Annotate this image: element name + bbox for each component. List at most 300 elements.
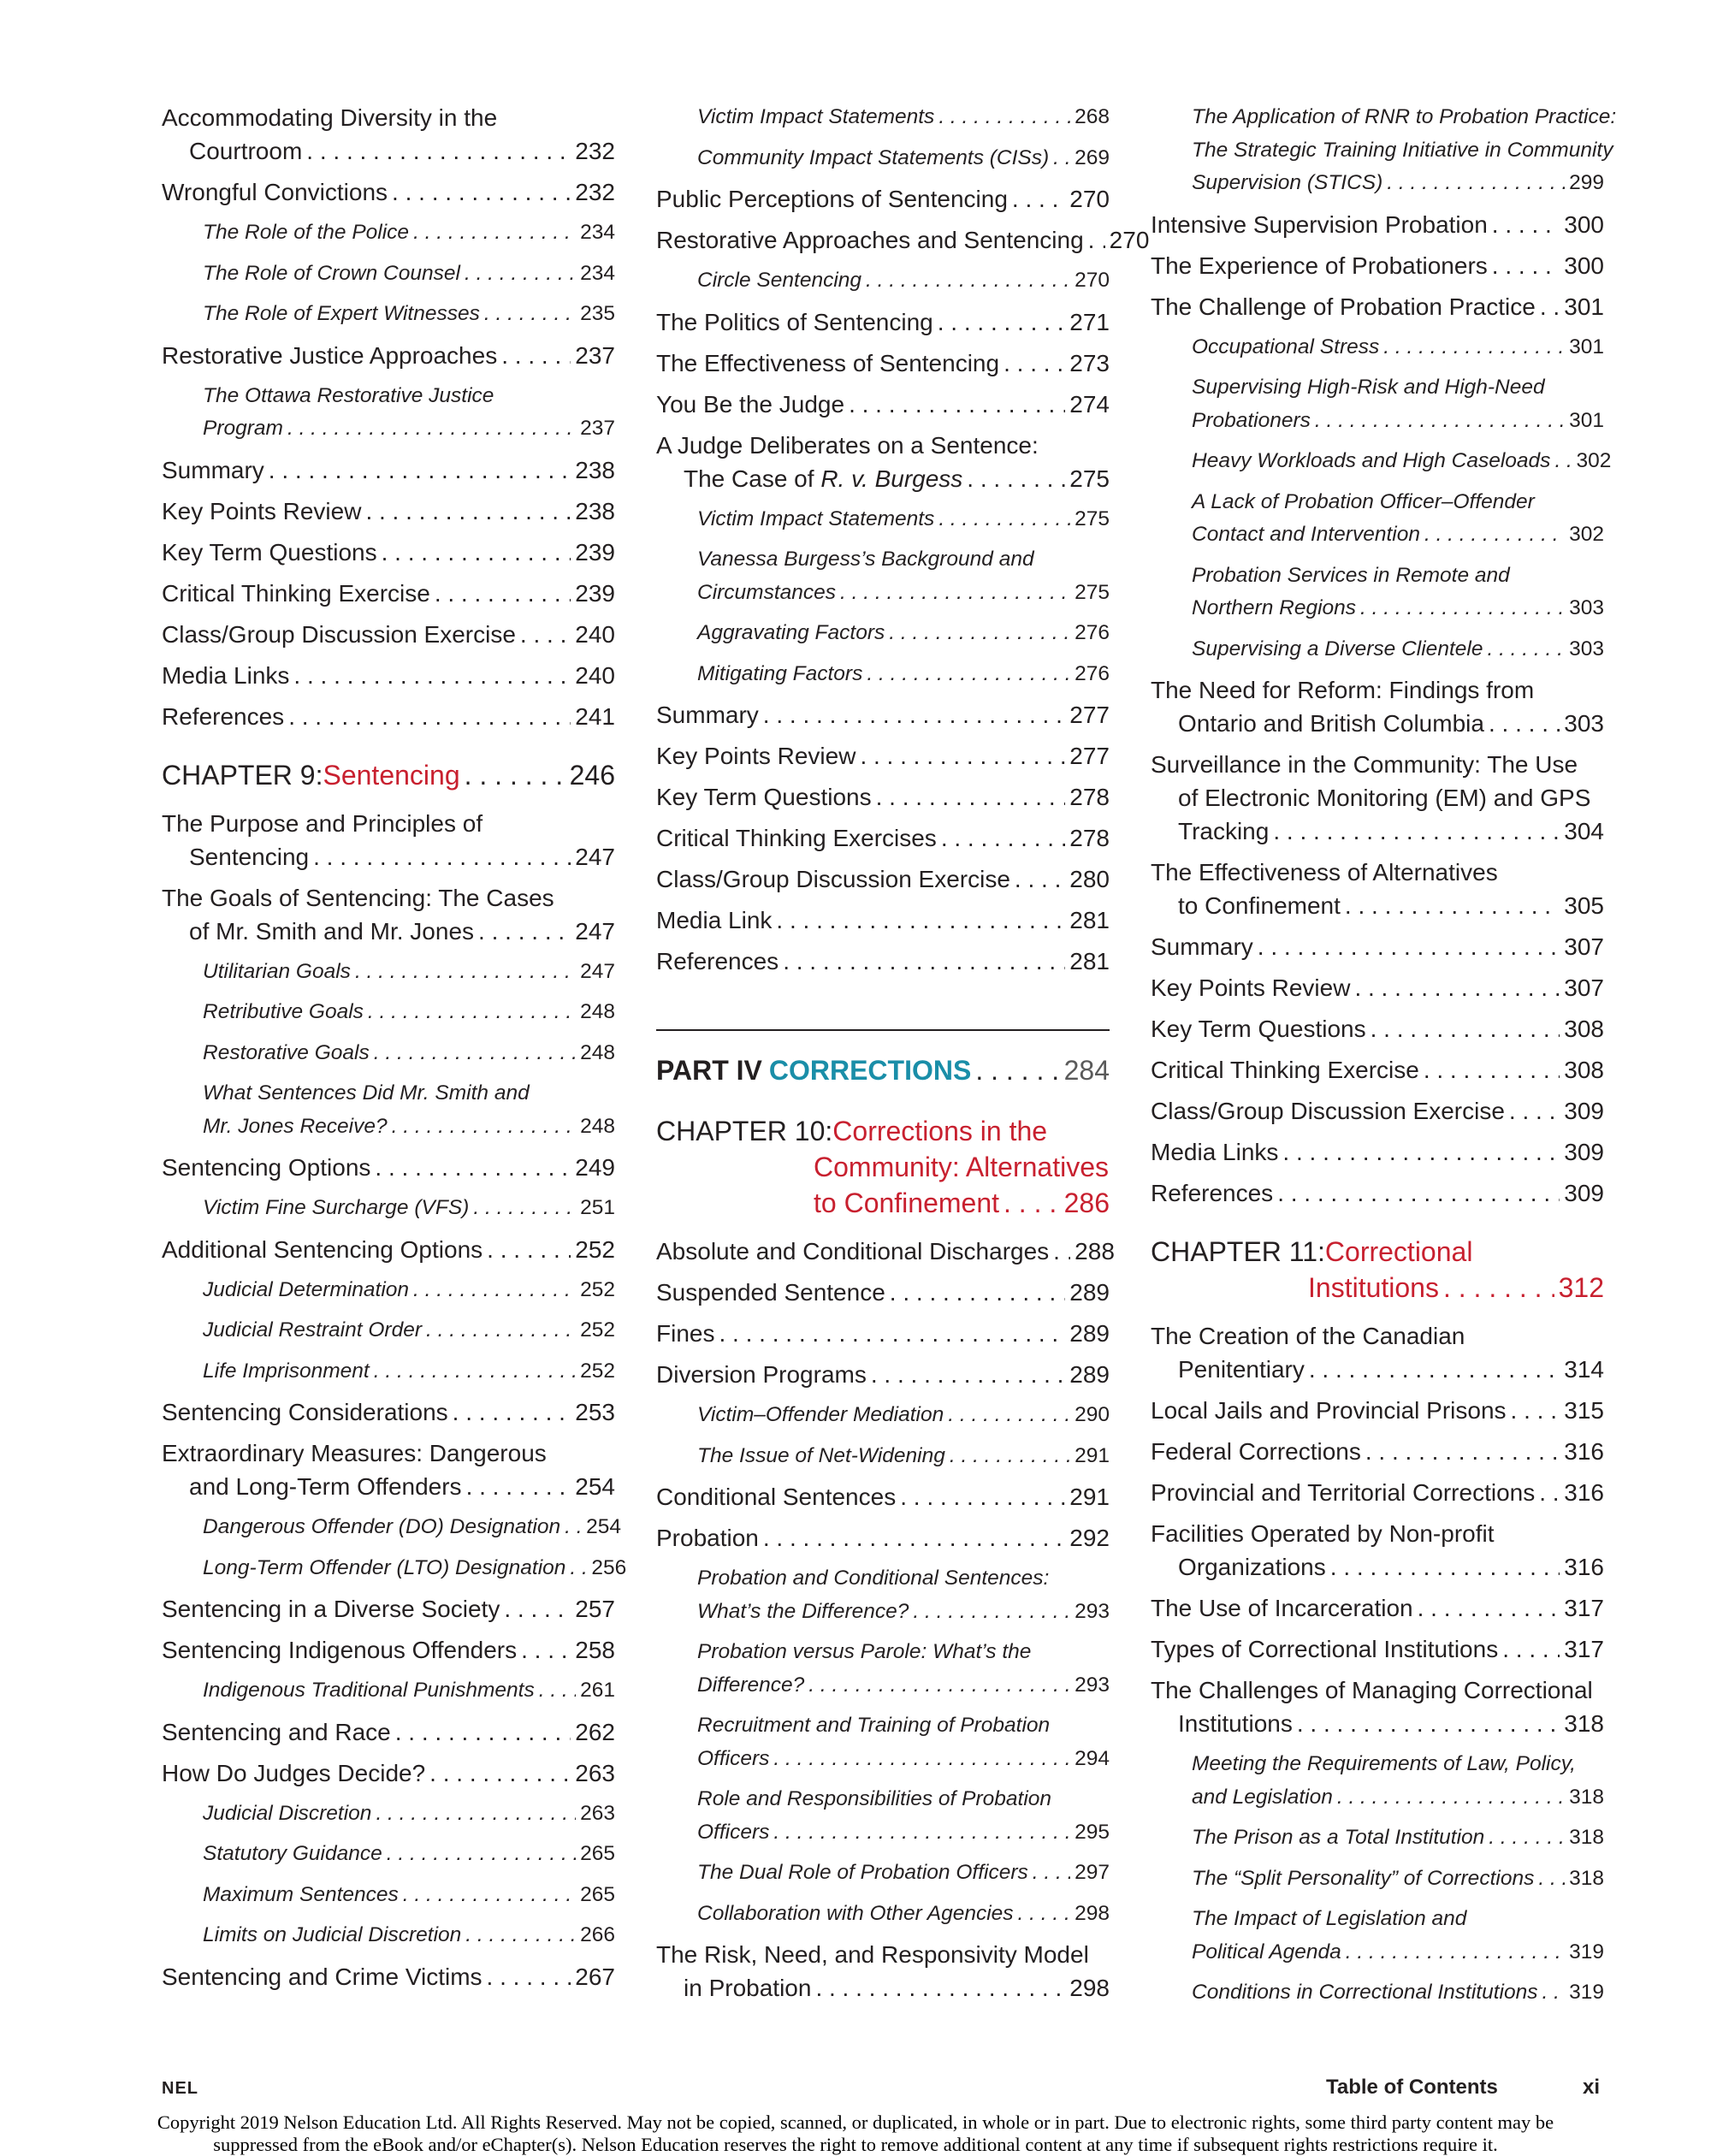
entry-line bbox=[162, 840, 615, 874]
toc-subentry bbox=[1151, 1903, 1604, 1969]
page-number: 258 bbox=[575, 1637, 615, 1663]
toc-entry bbox=[1151, 1435, 1604, 1468]
page-number: 288 bbox=[1075, 1238, 1115, 1265]
chapter-heading bbox=[656, 1113, 1110, 1221]
entry-title: Difference? bbox=[697, 1673, 805, 1697]
page-number: 295 bbox=[1075, 1820, 1110, 1844]
toc-subentry bbox=[1151, 101, 1617, 200]
page-number: 303 bbox=[1569, 596, 1604, 619]
entry-line bbox=[656, 780, 1110, 814]
entry-line bbox=[1151, 1176, 1604, 1210]
page-number: 293 bbox=[1075, 1673, 1110, 1697]
toc-subentry bbox=[656, 1857, 1110, 1890]
toc-subentry bbox=[656, 1562, 1110, 1628]
page-number: 247 bbox=[575, 843, 615, 870]
entry-title: Tracking bbox=[1178, 818, 1270, 844]
leader-dots bbox=[484, 298, 576, 331]
toc-subentry bbox=[162, 1838, 615, 1871]
entry-line bbox=[1151, 889, 1604, 922]
entry-line bbox=[162, 1233, 615, 1266]
toc-subentry bbox=[162, 298, 615, 331]
page-number: 254 bbox=[586, 1515, 621, 1538]
entry-line bbox=[1151, 1135, 1604, 1169]
entry-line bbox=[1151, 1632, 1604, 1666]
page-number: 289 bbox=[1069, 1361, 1110, 1388]
entry-line bbox=[1151, 1517, 1604, 1550]
entry-line bbox=[656, 1938, 1110, 1971]
toc-entry bbox=[1151, 1394, 1604, 1427]
entry-title: Probationers bbox=[1192, 408, 1311, 432]
leader-dots bbox=[867, 658, 1070, 691]
entry-line bbox=[1192, 592, 1604, 625]
chapter-label: CHAPTER 9: bbox=[162, 759, 323, 791]
page-number: 237 bbox=[575, 341, 615, 369]
page-number: 269 bbox=[1075, 145, 1110, 169]
leader-dots bbox=[1297, 1707, 1560, 1740]
leader-dots bbox=[465, 258, 576, 291]
page-number: 240 bbox=[575, 620, 615, 648]
entry-title: Wrongful Convictions bbox=[162, 179, 388, 205]
toc-subentry bbox=[1151, 445, 1612, 478]
page-number: 268 bbox=[1075, 105, 1110, 128]
toc-subentry bbox=[656, 1898, 1110, 1931]
page-number: 303 bbox=[1564, 710, 1604, 737]
toc-entry bbox=[656, 182, 1110, 216]
entry-title: Program bbox=[203, 417, 283, 440]
entry-title: of Electronic Monitoring (EM) and GPS bbox=[1178, 785, 1591, 811]
toc-entry bbox=[162, 1395, 615, 1429]
leader-dots bbox=[435, 577, 571, 610]
entry-line bbox=[697, 1562, 1110, 1596]
entry-line bbox=[656, 862, 1110, 896]
leader-dots bbox=[453, 1395, 571, 1429]
toc-subentry bbox=[162, 1355, 615, 1389]
page-number: 308 bbox=[1564, 1057, 1604, 1083]
entry-title: Aggravating Factors bbox=[697, 621, 885, 644]
entry-line bbox=[1151, 673, 1604, 707]
leader-dots bbox=[938, 101, 1070, 134]
entry-line bbox=[162, 1470, 615, 1503]
leader-dots bbox=[287, 412, 576, 446]
entry-line bbox=[1192, 405, 1604, 438]
page-number: 257 bbox=[575, 1596, 615, 1622]
toc-entry bbox=[162, 536, 615, 569]
entry-line bbox=[1151, 1435, 1604, 1468]
page-number: 302 bbox=[1576, 449, 1612, 472]
entry-title: Extraordinary Measures: Dangerous bbox=[162, 1440, 547, 1466]
toc-entry bbox=[1151, 1517, 1604, 1584]
entry-line bbox=[203, 996, 615, 1029]
page-number: 318 bbox=[1569, 1866, 1604, 1890]
leader-dots bbox=[501, 339, 571, 372]
entry-title: Retributive Goals bbox=[203, 1000, 364, 1023]
leader-dots bbox=[1053, 1235, 1070, 1268]
toc-entry bbox=[656, 780, 1110, 814]
toc-column-1 bbox=[162, 101, 627, 2001]
entry-line bbox=[656, 182, 1110, 216]
chapter-title: Institutions bbox=[1308, 1272, 1439, 1303]
leader-dots bbox=[382, 536, 571, 569]
entry-line bbox=[203, 1274, 615, 1307]
page-number: 273 bbox=[1069, 349, 1110, 376]
entry-line bbox=[697, 543, 1110, 577]
page-number: 262 bbox=[575, 1718, 615, 1745]
leader-dots bbox=[1387, 167, 1565, 200]
entry-title: Sentencing and Crime Victims bbox=[162, 1963, 483, 1990]
chapter-label: CHAPTER 10: bbox=[656, 1116, 833, 1146]
leader-dots bbox=[1509, 1094, 1560, 1128]
entry-title: Sentencing in a Diverse Society bbox=[162, 1596, 500, 1622]
toc-subentry bbox=[1151, 1863, 1604, 1896]
toc-subentry bbox=[162, 1511, 621, 1544]
entry-title: Critical Thinking Exercises bbox=[656, 825, 937, 851]
entry-line bbox=[162, 1592, 615, 1626]
entry-line bbox=[1151, 1673, 1604, 1707]
toc-entry bbox=[656, 346, 1110, 380]
entry-line bbox=[1192, 101, 1617, 134]
chapter-title: Community: Alternatives bbox=[814, 1152, 1110, 1182]
entry-title: Vanessa Burgess’s Background and bbox=[697, 548, 1034, 571]
toc-entry bbox=[162, 1715, 615, 1749]
entry-line bbox=[203, 1919, 615, 1952]
entry-line bbox=[1151, 208, 1604, 241]
page-number: 318 bbox=[1564, 1710, 1604, 1737]
entry-title: Surveillance in the Community: The Use bbox=[1151, 751, 1578, 778]
entry-title: in Probation bbox=[684, 1975, 812, 2001]
toc-subentry bbox=[1151, 1748, 1604, 1814]
leader-dots bbox=[876, 780, 1066, 814]
leader-dots bbox=[1004, 346, 1065, 380]
toc-subentry bbox=[162, 258, 615, 291]
leader-dots bbox=[815, 1971, 1065, 2005]
toc-entry bbox=[1151, 1476, 1604, 1509]
page-number: 316 bbox=[1564, 1438, 1604, 1465]
toc-entry bbox=[656, 1938, 1110, 2005]
entry-title: The Issue of Net-Widening bbox=[697, 1443, 945, 1467]
entry-title: Restorative Goals bbox=[203, 1040, 370, 1064]
leader-dots bbox=[368, 996, 576, 1029]
entry-title: Mitigating Factors bbox=[697, 661, 863, 685]
page-number: 254 bbox=[575, 1473, 615, 1500]
toc-subentry bbox=[656, 617, 1110, 650]
page-number: 274 bbox=[1069, 390, 1110, 418]
page-number: 309 bbox=[1564, 1098, 1604, 1124]
page-number: 234 bbox=[580, 261, 615, 285]
page-number: 265 bbox=[580, 1842, 615, 1865]
entry-title: Mr. Jones Receive? bbox=[203, 1114, 388, 1138]
toc-subentry bbox=[162, 1314, 615, 1348]
entry-line bbox=[1192, 331, 1604, 364]
toc-subentry bbox=[162, 1192, 615, 1225]
entry-title: Class/Group Discussion Exercise bbox=[162, 620, 516, 648]
leader-dots bbox=[1424, 518, 1565, 552]
page-number: 270 bbox=[1075, 269, 1110, 292]
leader-dots bbox=[1345, 889, 1560, 922]
entry-title: Additional Sentencing Options bbox=[162, 1235, 483, 1263]
page-number: 289 bbox=[1069, 1320, 1110, 1347]
page-number: 251 bbox=[580, 1196, 615, 1219]
page-number: 239 bbox=[575, 579, 615, 607]
entry-title: Class/Group Discussion Exercise bbox=[656, 866, 1010, 892]
entry-line bbox=[1151, 856, 1604, 889]
page-number: 234 bbox=[580, 221, 615, 244]
chapter-line bbox=[1151, 1270, 1604, 1306]
entry-line bbox=[697, 577, 1110, 610]
chapter-line bbox=[1151, 1234, 1604, 1270]
entry-line bbox=[697, 101, 1110, 134]
leader-dots bbox=[521, 1633, 571, 1667]
leader-dots bbox=[763, 698, 1065, 732]
page-number: 277 bbox=[1069, 702, 1110, 728]
entry-title: Accommodating Diversity in the bbox=[162, 104, 498, 131]
leader-dots bbox=[1258, 930, 1560, 963]
page-number: 319 bbox=[1569, 1940, 1604, 1964]
entry-title: The Need for Reform: Findings from bbox=[1151, 677, 1535, 703]
toc-entry bbox=[656, 1276, 1110, 1309]
leader-dots bbox=[866, 264, 1070, 298]
entry-line bbox=[697, 1816, 1110, 1850]
entry-line bbox=[1151, 1591, 1604, 1625]
entry-line bbox=[162, 1151, 615, 1184]
entry-title: Sentencing Options bbox=[162, 1154, 371, 1181]
entry-line bbox=[1192, 1936, 1604, 1969]
entry-line bbox=[162, 495, 615, 528]
entry-title: Sentencing Considerations bbox=[162, 1399, 448, 1425]
entry-title: Community Impact Statements (CISs) bbox=[697, 145, 1050, 169]
entry-title: References bbox=[656, 948, 779, 974]
page-number: 275 bbox=[1075, 506, 1110, 530]
chapter-line bbox=[656, 1113, 1110, 1149]
toc-entry bbox=[656, 429, 1110, 495]
page-number: 304 bbox=[1564, 818, 1604, 844]
entry-title: Media Links bbox=[162, 661, 290, 689]
toc-subentry bbox=[656, 658, 1110, 691]
page-number: 246 bbox=[569, 759, 615, 791]
leader-dots bbox=[1088, 223, 1105, 257]
page-number: 307 bbox=[1564, 974, 1604, 1001]
entry-title: Supervising a Diverse Clientele bbox=[1192, 637, 1483, 660]
entry-title: The Strategic Training Initiative in Community bbox=[1192, 138, 1613, 162]
toc-subentry bbox=[656, 543, 1110, 609]
leader-dots bbox=[1015, 862, 1065, 896]
page-number: 248 bbox=[580, 1114, 615, 1138]
page-number: 309 bbox=[1564, 1180, 1604, 1206]
entry-line bbox=[203, 258, 615, 291]
entry-title: The Dual Role of Probation Officers bbox=[697, 1861, 1028, 1884]
entry-title: What’s the Difference? bbox=[697, 1599, 909, 1623]
leader-dots bbox=[570, 1552, 587, 1585]
toc-subentry bbox=[656, 503, 1110, 536]
leader-dots bbox=[941, 821, 1065, 855]
page-number: 256 bbox=[591, 1555, 627, 1579]
leader-dots bbox=[1012, 182, 1065, 216]
leader-dots bbox=[776, 903, 1065, 937]
entry-title: Probation Services in Remote and bbox=[1192, 563, 1510, 587]
leader-dots bbox=[808, 1669, 1070, 1703]
entry-title: The Experience of Probationers bbox=[1151, 252, 1488, 279]
toc-entry bbox=[1151, 1673, 1604, 1740]
entry-line bbox=[162, 659, 615, 692]
entry-line bbox=[162, 453, 615, 487]
toc-entry bbox=[1151, 1053, 1604, 1087]
leader-dots bbox=[487, 1960, 571, 1993]
entry-title: Critical Thinking Exercise bbox=[1151, 1057, 1419, 1083]
entry-title: The Challenges of Managing Correctional bbox=[1151, 1677, 1593, 1703]
toc-subentry bbox=[162, 1077, 615, 1143]
leader-dots bbox=[1489, 707, 1560, 740]
leader-dots bbox=[365, 495, 571, 528]
toc-subentry bbox=[162, 216, 615, 250]
entry-title: Summary bbox=[1151, 933, 1253, 960]
entry-title: Victim Impact Statements bbox=[697, 506, 935, 530]
entry-title: Class/Group Discussion Exercise bbox=[1151, 1098, 1505, 1124]
entry-title: Probation bbox=[656, 1525, 759, 1551]
page-number: 281 bbox=[1069, 948, 1110, 974]
leader-dots bbox=[900, 1480, 1065, 1513]
page-number: 232 bbox=[575, 138, 615, 164]
toc-subentry bbox=[162, 1552, 627, 1585]
entry-line bbox=[1192, 371, 1604, 405]
entry-line bbox=[697, 1669, 1110, 1703]
entry-line bbox=[1151, 249, 1604, 282]
page-number: 247 bbox=[575, 917, 615, 945]
leader-dots bbox=[913, 1596, 1070, 1629]
entry-line bbox=[697, 658, 1110, 691]
page-number: 263 bbox=[580, 1801, 615, 1825]
part-title: CORRECTIONS bbox=[768, 1055, 972, 1086]
entry-line bbox=[1151, 1476, 1604, 1509]
page-number: 252 bbox=[580, 1359, 615, 1383]
leader-dots bbox=[840, 577, 1070, 610]
entry-line bbox=[203, 1838, 615, 1871]
entry-line bbox=[203, 380, 615, 413]
toc-subentry bbox=[656, 1440, 1110, 1473]
toc-subentry bbox=[162, 1037, 615, 1070]
entry-title: The Impact of Legislation and bbox=[1192, 1907, 1467, 1930]
entry-title: Absolute and Conditional Discharges bbox=[656, 1238, 1050, 1265]
entry-title: The Effectiveness of Sentencing bbox=[656, 349, 1000, 376]
entry-line bbox=[1192, 1781, 1604, 1815]
entry-line bbox=[203, 412, 615, 446]
page-number: 267 bbox=[575, 1963, 615, 1990]
leader-dots bbox=[465, 1919, 576, 1952]
page-number: 318 bbox=[1569, 1785, 1604, 1809]
entry-line bbox=[1151, 707, 1604, 740]
leader-dots bbox=[293, 659, 571, 692]
entry-line bbox=[203, 1674, 615, 1708]
entry-line bbox=[1192, 633, 1604, 666]
entry-line bbox=[1192, 518, 1604, 552]
entry-title: Ontario and British Columbia bbox=[1178, 710, 1484, 737]
chapter-title: Corrections in the bbox=[832, 1116, 1048, 1146]
leader-dots bbox=[288, 700, 571, 733]
leader-dots bbox=[938, 503, 1070, 536]
leader-dots bbox=[539, 1674, 576, 1708]
toc-entry bbox=[656, 945, 1110, 978]
page-number: 312 bbox=[1558, 1272, 1604, 1303]
leader-dots bbox=[392, 1111, 577, 1144]
entry-line bbox=[162, 1715, 615, 1749]
leader-dots bbox=[374, 1355, 576, 1389]
leader-dots bbox=[269, 453, 571, 487]
page-number: 286 bbox=[1063, 1188, 1110, 1218]
entry-line bbox=[1151, 1550, 1604, 1584]
entry-title: Conditional Sentences bbox=[656, 1484, 897, 1510]
entry-line bbox=[1151, 814, 1604, 848]
page-number: 300 bbox=[1564, 210, 1604, 238]
leader-dots bbox=[1538, 1863, 1565, 1896]
page-number: 289 bbox=[1069, 1279, 1110, 1306]
entry-title: The Prison as a Total Institution bbox=[1192, 1826, 1485, 1849]
leader-dots bbox=[1053, 142, 1070, 175]
toc-subentry bbox=[162, 1798, 615, 1831]
entry-line bbox=[162, 881, 615, 915]
entry-title: Victim Impact Statements bbox=[697, 105, 935, 128]
leader-dots bbox=[871, 1358, 1065, 1391]
entry-title: Judicial Determination bbox=[203, 1277, 410, 1301]
entry-line bbox=[162, 134, 615, 168]
entry-title: Probation versus Parole: What’s the bbox=[697, 1640, 1032, 1663]
page-number: 316 bbox=[1564, 1554, 1604, 1580]
leader-dots bbox=[466, 1470, 571, 1503]
chapter-title: Sentencing bbox=[323, 759, 460, 791]
toc-subentry bbox=[1151, 371, 1604, 437]
toc-entry bbox=[162, 577, 615, 610]
leader-dots bbox=[413, 1274, 576, 1307]
entry-line bbox=[697, 1596, 1110, 1629]
page-number: 301 bbox=[1569, 335, 1604, 358]
entry-title: Occupational Stress bbox=[1192, 335, 1380, 358]
entry-line bbox=[697, 1399, 1110, 1432]
entry-line bbox=[697, 1440, 1110, 1473]
toc-entry bbox=[162, 495, 615, 528]
entry-title: Contact and Intervention bbox=[1192, 523, 1420, 546]
toc-subentry bbox=[162, 996, 615, 1029]
entry-title: Restorative Justice Approaches bbox=[162, 341, 498, 369]
entry-line bbox=[1151, 1319, 1604, 1353]
entry-title: Public Perceptions of Sentencing bbox=[656, 186, 1008, 212]
page-number: 278 bbox=[1069, 825, 1110, 851]
page-number: 238 bbox=[575, 456, 615, 483]
entry-title: Key Points Review bbox=[656, 743, 856, 769]
page-number: 300 bbox=[1564, 252, 1604, 279]
entry-title: Media Links bbox=[1151, 1139, 1279, 1165]
part-divider-rule bbox=[656, 1029, 1110, 1031]
entry-line bbox=[1192, 167, 1604, 200]
leader-dots bbox=[1418, 1591, 1560, 1625]
toc-entry bbox=[1151, 1632, 1604, 1666]
entry-line bbox=[162, 339, 615, 372]
leader-dots bbox=[860, 739, 1065, 773]
entry-line bbox=[1192, 445, 1612, 478]
leader-dots bbox=[429, 1756, 571, 1790]
leader-dots bbox=[403, 1879, 576, 1912]
entry-line bbox=[1192, 486, 1604, 519]
part-heading bbox=[656, 1051, 1110, 1089]
toc-entry bbox=[162, 1151, 615, 1184]
entry-title: of Mr. Smith and Mr. Jones bbox=[189, 917, 475, 945]
toc-entry bbox=[1151, 930, 1604, 963]
toc-entry bbox=[1151, 1319, 1604, 1386]
entry-title: The Role of the Police bbox=[203, 221, 410, 244]
toc-entry bbox=[656, 1521, 1110, 1555]
leader-dots bbox=[950, 1440, 1070, 1473]
entry-line bbox=[203, 1314, 615, 1348]
page-number: 316 bbox=[1564, 1479, 1604, 1506]
page-number: 275 bbox=[1069, 465, 1110, 492]
page-number: 317 bbox=[1564, 1595, 1604, 1621]
leader-dots bbox=[975, 1051, 1059, 1089]
